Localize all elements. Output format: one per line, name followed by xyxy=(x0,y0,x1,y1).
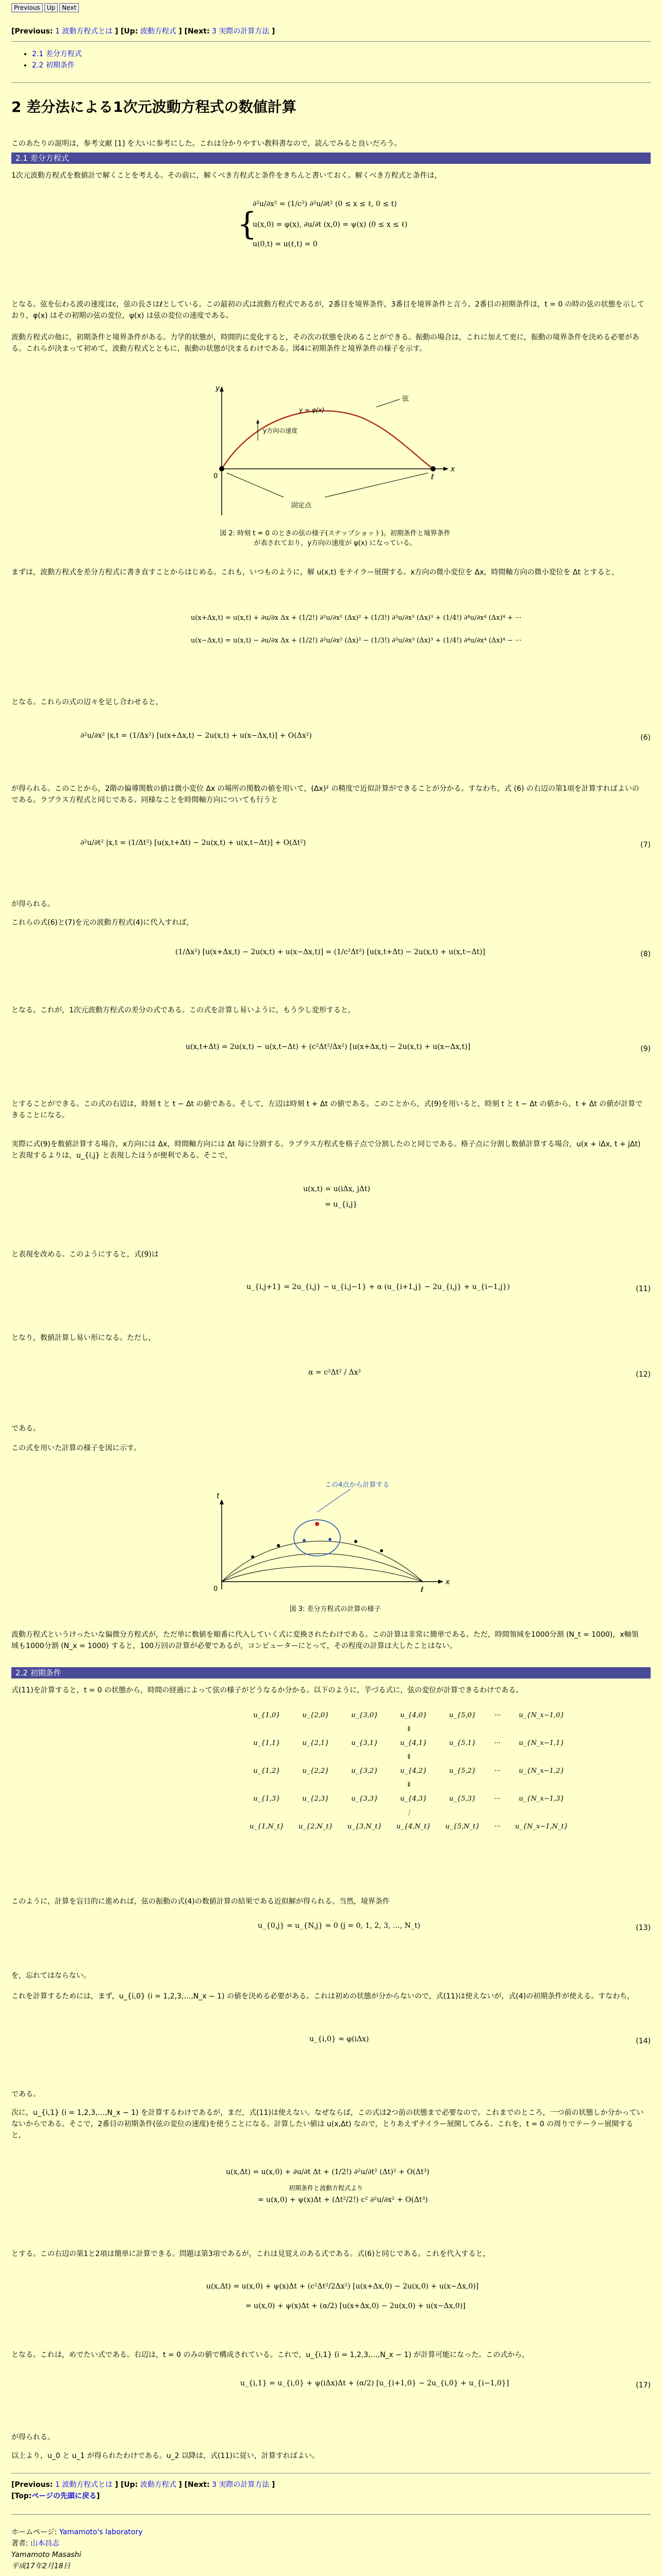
paragraph: この式を用いた計算の様子を図に示す。 xyxy=(11,1444,141,1452)
paragraph: 次に，u_{i,1} (i = 1,2,3,…,N_x − 1) を計算するわけであるが，まだ，式(11)は使えない。なぜならば，この式は2つ前の状態まで必要なので。これまでのところ，一つ前の状態しか分かっていないからである。そこで，2番目の初期条件(弦の変位の速度)を使うことになる。計算したい値は u(x,Δt) なので，とりあえずテイラー展開してみる。これを，t = 0 の周りでテーラー展開すると， xyxy=(11,2109,644,2140)
label-fixed: 固定点 xyxy=(291,502,312,510)
grid-point xyxy=(277,1544,280,1547)
nav-prev-label: [Previous: xyxy=(11,27,53,36)
author-link[interactable]: 山本昌志 xyxy=(30,2539,60,2548)
axis-x-label: x xyxy=(445,1578,450,1586)
x-axis-arrow xyxy=(443,467,449,471)
paragraph: 実際に式(9)を数値計算する場合，x方向には Δx，時間軸方向には Δt 毎に分割する。ラプラス方程式を格子点で分割したのと同じである。格子点に分割し数値計算する場合，u(x + iΔx, t + jΔt) と表現するよりは，u_{i,j} と表現したほうが便利である。そこで， xyxy=(11,1140,641,1160)
paragraph: が得られる。 xyxy=(11,900,55,908)
figure-2-diagram xyxy=(196,381,464,526)
grid-cell: u_{5,N_t} xyxy=(445,1823,480,1831)
grid-cell: u_{5,1} xyxy=(449,1739,476,1747)
nav-end: ] xyxy=(271,2481,275,2489)
label-psi: y方向の速度 xyxy=(263,427,298,434)
top-nav-links xyxy=(11,26,275,36)
paragraph: となる。弦を伝わる波の速度はc，弦の長さはℓとしている。この最初の式は波動方程式であるが，2番目を境界条件，3番目を境界条件と言う。2番目の初期条件は，t = 0 の時の弦の状態を示しており，φ(x) はその初期の弦の変位，ψ(x) は弦の変位の速度である。 xyxy=(11,300,644,320)
divider xyxy=(11,41,651,42)
grid-dots-row xyxy=(242,1806,575,1820)
bottom-nav xyxy=(11,2479,275,2502)
paragraph: とすることができる。この式の右辺は，時刻 t と t − Δt の値である。そして，左辺は時刻 t + Δt の値である。このことから，式(9)を用いると，時刻 t と t − Δt の値から，t + Δt の値が計算できることになる。 xyxy=(11,1100,643,1120)
paragraph: が得られる。このことから，2階の偏導関数の値は微小変位 Δx の場所の関数の値を用いて，(Δx)² の精度で近似計算ができることが分かる。すなわち，式 (6) の右辺の第1項を計算すればよいのである。ラプラス方程式と同じである。同様なことを時間軸方向についても行うと xyxy=(11,785,639,804)
footer-author xyxy=(11,2538,143,2549)
eqno-13: (13) xyxy=(636,1924,651,1932)
grid-row xyxy=(242,1820,575,1834)
label-string: 弦 xyxy=(402,395,409,403)
equation-10a: u(x,t) = u(iΔx, jΔt) xyxy=(303,1185,370,1193)
footer-date: 平成17年2月18日 xyxy=(11,2562,71,2570)
paragraph: が得られる。 xyxy=(11,2433,55,2442)
equation-4a: ∂²u/∂x² = (1/c²) ∂²u/∂t² (0 ≤ x ≤ ℓ, 0 ≤ t) xyxy=(253,200,397,208)
grid-cell: u_{2,1} xyxy=(302,1739,329,1747)
grid-cell: ··· xyxy=(494,1823,501,1831)
paragraph: これを計算するためには，まず，u_{i,0} (i = 1,2,3,…,N_x − 1) の値を決める必要がある。これは初めの状態が分からないので，式(11)は使えないが，式(4)の初期条件が使える。すなわち， xyxy=(11,1992,635,2001)
grid-cell: u_{2,2} xyxy=(302,1767,329,1775)
grid-point xyxy=(303,1539,306,1542)
grid-cell: u_{2,0} xyxy=(302,1711,329,1719)
paragraph: となる。これは，めでたい式である。右辺は，t = 0 のみの値で構成されている。これで，u_{i,1} (i = 1,2,3,…,N_x − 1) が計算可能になった。この式から， xyxy=(11,2351,529,2359)
grid-cell: u_{1,1} xyxy=(253,1739,280,1747)
homepage-label: ホームページ: xyxy=(11,2528,57,2536)
paragraph: 波動方程式の他に，初期条件と境界条件がある。力学的状態が，時間的に変化すると，その次の状態を決めることができる。振動の場合は，これに加えて更に，振動の境界条件を決める必要がある。これらが決まって初めて，波動方程式とともに，振動の状態が決まるわけである。図4に初期条件と境界条件の様子を示す。 xyxy=(11,333,639,353)
toc-list xyxy=(11,48,82,71)
grid-point xyxy=(328,1538,332,1541)
paragraph: 1次元波動方程式を数値計で解くことを考える。その前に，解くべき方程式と条件をきちんと書いておく。解くべき方程式と条件は， xyxy=(11,172,442,180)
grid-cell: u_{4,3} xyxy=(400,1795,427,1803)
x-axis-arrow xyxy=(438,1580,443,1584)
homepage-link[interactable]: Yamamoto's laboratory xyxy=(59,2528,143,2536)
toc-item xyxy=(32,60,82,71)
section-heading-2-1: 2.1 差分方程式 xyxy=(11,152,651,164)
fixed-point-left xyxy=(219,466,224,471)
toc-link-2-2[interactable]: 2.2 初期条件 xyxy=(32,61,75,70)
footer xyxy=(11,2527,143,2572)
u-grid xyxy=(242,1708,575,1834)
down-arrow-icon: ⇓ xyxy=(406,1725,412,1733)
nav-up-link[interactable]: 波動方程式 xyxy=(140,27,176,36)
grid-cell: u_{N_x−1,3} xyxy=(519,1795,565,1803)
next-button[interactable]: Next xyxy=(59,3,79,12)
grid-point xyxy=(354,1540,357,1543)
nav-prev-link[interactable]: 1 波動方程式とは xyxy=(55,2481,113,2489)
label-top: この4点から計算する xyxy=(325,1481,390,1489)
nav-next-label: ] [Next: xyxy=(178,27,210,36)
eqno-17: (17) xyxy=(636,2381,651,2389)
toc-item xyxy=(32,48,82,60)
target-point xyxy=(315,1522,319,1526)
leader-top xyxy=(317,1489,351,1512)
leader-fixed-left xyxy=(227,473,284,497)
y-axis-arrow xyxy=(220,386,224,392)
grid-cell: u_{N_x−1,0} xyxy=(519,1711,565,1719)
grid-cell: u_{3,3} xyxy=(351,1795,378,1803)
paragraph: これらの式(6)と(7)を元の波動方程式(4)に代入すれば， xyxy=(11,919,194,927)
equation-13: u_{0,j} = u_{N,j} = 0 (j = 0, 1, 2, 3, …, N_t) xyxy=(258,1922,421,1930)
paragraph: となる。これらの式の辺々を足し合わせると， xyxy=(11,698,163,706)
grid-cell: ··· xyxy=(494,1767,501,1775)
grid-cell: u_{3,2} xyxy=(351,1767,378,1775)
string-curve xyxy=(222,411,433,469)
grid-point xyxy=(380,1549,383,1552)
grid-cell: u_{3,1} xyxy=(351,1739,378,1747)
paragraph: このように，計算を盲目的に進めれば，弦の振動の式(4)の数値計算の結果である近似解が得られる。当然，境界条件 xyxy=(11,1897,390,1906)
grid-cell: u_{N_x−1,1} xyxy=(519,1739,565,1747)
nav-prev-link[interactable]: 1 波動方程式とは xyxy=(55,27,113,36)
paragraph: となり，数値計算し易い形になる。ただし， xyxy=(11,1334,156,1342)
author-label: 著者: xyxy=(11,2539,28,2548)
paragraph: と表現を改める。このようにすると，式(9)は xyxy=(11,1250,159,1259)
equation-12: α = c²Δt² / Δx² xyxy=(308,1368,361,1377)
grid-cell: ··· xyxy=(494,1739,501,1747)
grid-row xyxy=(242,1792,575,1806)
page-title: 2 差分法による1次元波動方程式の数値計算 xyxy=(11,98,296,115)
grid-cell: ··· xyxy=(494,1711,501,1719)
eqno-8: (8) xyxy=(640,950,651,958)
bottom-nav-top-line xyxy=(11,2490,275,2502)
equation-5a: u(x+Δx,t) = u(x,t) + ∂u/∂x Δx + (1/2!) ∂²u/∂x² (Δx)² + (1/3!) ∂³u/∂x³ (Δx)³ + (1/4!) ∂⁴u/∂x⁴ (Δx)⁴ + ··· xyxy=(191,614,522,622)
down-arrow-icon: ⇓ xyxy=(406,1753,412,1761)
equation-7: ∂²u/∂t² |x,t = (1/Δt²) [u(x,t+Δt) − 2u(x,t) + u(x,t−Δt)] + O(Δt²) xyxy=(80,839,306,847)
nav-top-label: [Top: xyxy=(11,2492,32,2500)
grid-row xyxy=(242,1764,575,1778)
leader-fixed-right xyxy=(325,473,428,497)
nav-prev-label: [Previous: xyxy=(11,2481,53,2489)
top-nav-buttons xyxy=(11,3,80,12)
up-button[interactable]: Up xyxy=(44,3,58,12)
grid-cell: u_{1,3} xyxy=(253,1795,280,1803)
nav-top-end: ] xyxy=(96,2492,100,2500)
grid-cell: u_{5,2} xyxy=(449,1767,476,1775)
paragraph: とする。この右辺の第1と2項は簡単に計算できる。問題は第3項であるが，これは見覚えのある式である。式(6)と同じである。これを代入すると， xyxy=(11,2250,490,2258)
nav-top-link[interactable]: ページの先頭に戻る xyxy=(31,2492,97,2500)
fixed-point-right xyxy=(431,466,436,471)
velocity-arrowhead xyxy=(256,419,259,423)
equation-15b: = u(x,0) + ψ(x)Δt + (Δt²/2!) c² ∂²u/∂x² + O(Δt³) xyxy=(258,2196,428,2204)
brace: { xyxy=(237,206,257,242)
ell-label: ℓ xyxy=(431,473,434,481)
equation-14: u_{i,0} = φ(iΔx) xyxy=(309,2035,369,2043)
grid-cell: u_{4,0} xyxy=(400,1711,427,1719)
figure-2-caption: 図 2: 時刻 t = 0 のときの弦の様子(スナップショット)。初期条件と境界条件が表されており，y方向の速度が ψ(x) になっている。 xyxy=(220,530,451,547)
paragraph: である。 xyxy=(11,1425,40,1433)
grid-arrow-row xyxy=(242,1750,575,1764)
author-roman: Yamamoto Masashi xyxy=(11,2551,81,2559)
paragraph: を，忘れてはならない。 xyxy=(11,1972,91,1980)
nav-next-link[interactable]: 3 実際の計算方法 xyxy=(212,27,270,36)
divider xyxy=(11,2514,651,2515)
equation-6: ∂²u/∂x² |x,t = (1/Δx²) [u(x+Δx,t) − 2u(x,t) + u(x−Δx,t)] + O(Δx²) xyxy=(80,732,312,740)
paragraph: 以上より，u_0 と u_1 が得られたわけである。u_2 以降は，式(11)に従い，計算すればよい。 xyxy=(11,2452,319,2460)
section-heading-2-2: 2.2 初期条件 xyxy=(11,1667,651,1679)
grid-cell: u_{5,3} xyxy=(449,1795,476,1803)
grid-cell: u_{N_x−1,2} xyxy=(519,1767,565,1775)
grid-cell: u_{3,N_t} xyxy=(347,1823,382,1831)
equation-9: u(x,t+Δt) = 2u(x,t) − u(x,t−Δt) + (c²Δt²/Δx²) [u(x+Δx,t) − 2u(x,t) + u(x−Δx,t)] xyxy=(186,1043,471,1051)
grid-cell: u_{4,1} xyxy=(400,1739,427,1747)
nav-end: ] xyxy=(271,27,275,36)
origin-label: 0 xyxy=(213,1585,218,1593)
paragraph: である。 xyxy=(11,2090,40,2098)
eqno-11: (11) xyxy=(636,1285,651,1293)
grid-cell: u_{1,N_t} xyxy=(250,1823,284,1831)
axis-y-label: y xyxy=(216,384,220,393)
grid-cell: u_{2,3} xyxy=(302,1795,329,1803)
grid-cell: u_{N_x−1,N_t} xyxy=(515,1823,569,1831)
equation-11: u_{i,j+1} = 2u_{i,j} − u_{i,j−1} + α (u_{i+1,j} − 2u_{i,j} + u_{i−1,j}) xyxy=(246,1283,510,1291)
equation-8: (1/Δx²) [u(x+Δx,t) − 2u(x,t) + u(x−Δx,t)] = (1/c²Δt²) [u(x,t+Δt) − 2u(x,t) + u(x,t−Δt)] xyxy=(175,948,486,956)
equation-4b: u(x,0) = φ(x), ∂u/∂t (x,0) = ψ(x) (0 ≤ x ≤ ℓ) xyxy=(253,221,408,229)
grid-arrow-row xyxy=(242,1778,575,1792)
grid-cell: u_{4,2} xyxy=(400,1767,427,1775)
axis-x-label: x xyxy=(451,465,455,473)
figure-3-diagram xyxy=(196,1468,464,1597)
string-curve-3 xyxy=(222,1566,423,1582)
equation-15a: u(x,Δt) = u(x,0) + ∂u/∂t Δt + (1/2!) ∂²u/∂t² (Δt)² + O(Δt³) xyxy=(226,2168,429,2176)
t-axis-arrow xyxy=(220,1499,224,1504)
vertical-dots-icon: ⋮ xyxy=(405,1809,412,1817)
grid-row xyxy=(242,1736,575,1750)
nav-up-label: ] [Up: xyxy=(114,2481,138,2489)
eqno-6: (6) xyxy=(640,734,651,742)
grid-cell: u_{2,N_t} xyxy=(298,1823,333,1831)
paragraph: 波動方程式というけったいな偏微分方程式が，ただ単に数値を順番に代入していく式に変換されたわけである。この計算は非常に簡単である。ただ，時間領域を1000分割 (N_t = 1000)，x軸領域も1000分割 (N_x = 1000) すると，100万回の計算が必要であるが，コンピューターにとって，その程度の計算は大したことはない。 xyxy=(11,1631,639,1650)
eqno-12: (12) xyxy=(636,1370,651,1379)
equation-4c: u(0,t) = u(ℓ,t) = 0 xyxy=(253,240,318,248)
origin-label: 0 xyxy=(213,472,218,480)
equation-5b: u(x−Δx,t) = u(x,t) − ∂u/∂x Δx + (1/2!) ∂²u/∂x² (Δx)² − (1/3!) ∂³u/∂x³ (Δx)³ + (1/4!) ∂⁴u/∂x⁴ (Δx)⁴ − ··· xyxy=(191,637,522,645)
grid-row xyxy=(242,1708,575,1722)
toc-link-2-1[interactable]: 2.1 差分方程式 xyxy=(32,50,82,58)
nav-up-link[interactable]: 波動方程式 xyxy=(140,2481,176,2489)
grid-cell: ··· xyxy=(494,1795,501,1803)
down-arrow-icon: ⇓ xyxy=(406,1781,412,1789)
figure-3-caption: 図 3: 差分方程式の計算の様子 xyxy=(289,1605,381,1613)
nav-up-label: ] [Up: xyxy=(114,27,138,36)
axis-t-label: t xyxy=(217,1492,220,1500)
paragraph: まずは，波動方程式を差分方程式に書き直すことからはじめる。これも，いつものように，解 u(x,t) をテイラー展開する。x方向の微小変位を Δx，時間軸方向の微小変位を Δt とすると， xyxy=(11,568,619,577)
grid-arrow-row xyxy=(242,1722,575,1736)
eqno-14: (14) xyxy=(636,2037,651,2045)
grid-cell: u_{1,2} xyxy=(253,1767,280,1775)
grid-cell: u_{3,0} xyxy=(351,1711,378,1719)
bottom-nav-line xyxy=(11,2479,275,2490)
grid-cell: u_{1,0} xyxy=(253,1711,280,1719)
intro-text: このあたりの説明は，参考文献 [1] を大いに参考にした。これは分かりやすい教科書なので，読んでみると良いだろう。 xyxy=(11,140,402,148)
equation-16b: = u(x,0) + ψ(x)Δt + (α/2) [u(x+Δx,0) − 2u(x,0) + u(x−Δx,0)] xyxy=(245,2302,466,2310)
nav-next-link[interactable]: 3 実際の計算方法 xyxy=(212,2481,270,2489)
grid-cell: u_{5,0} xyxy=(449,1711,476,1719)
ell-label: ℓ xyxy=(421,1586,424,1594)
grid-cell: u_{4,N_t} xyxy=(396,1823,431,1831)
divider xyxy=(11,82,651,83)
label-phi: y = φ(x) xyxy=(299,406,325,414)
equation-16a: u(x,Δt) = u(x,0) + ψ(x)Δt + (c²Δt²/2Δx²) [u(x+Δx,0) − 2u(x,0) + u(x−Δx,0)] xyxy=(206,2282,479,2291)
eqno-9: (9) xyxy=(640,1045,651,1053)
nav-next-label: ] [Next: xyxy=(178,2481,210,2489)
paragraph: となる。これが，1次元波動方程式の差分の式である。この式を計算し易いように，もう少し変形すると， xyxy=(11,1006,355,1014)
equation-10b: = u_{i,j} xyxy=(325,1200,358,1209)
string-curve-1 xyxy=(222,1541,423,1582)
leader-string xyxy=(376,399,400,407)
paragraph: 式(11)を計算すると，t = 0 の状態から，時間の経過によって弦の様子がどうなるか分かる。以下のように，芋づる式に，弦の変位が計算できるわけである。 xyxy=(11,1686,523,1694)
eqno-7: (7) xyxy=(640,841,651,849)
grid-point xyxy=(251,1555,254,1558)
footer-homepage xyxy=(11,2527,143,2538)
equation-15-note: 初期条件と波動方程式より xyxy=(289,2184,363,2192)
equation-17: u_{i,1} = u_{i,0} + ψ(iΔx)Δt + (α/2) [u_{i+1,0} − 2u_{i,0} + u_{i−1,0}] xyxy=(240,2379,509,2387)
previous-button[interactable]: Previous xyxy=(11,3,43,12)
